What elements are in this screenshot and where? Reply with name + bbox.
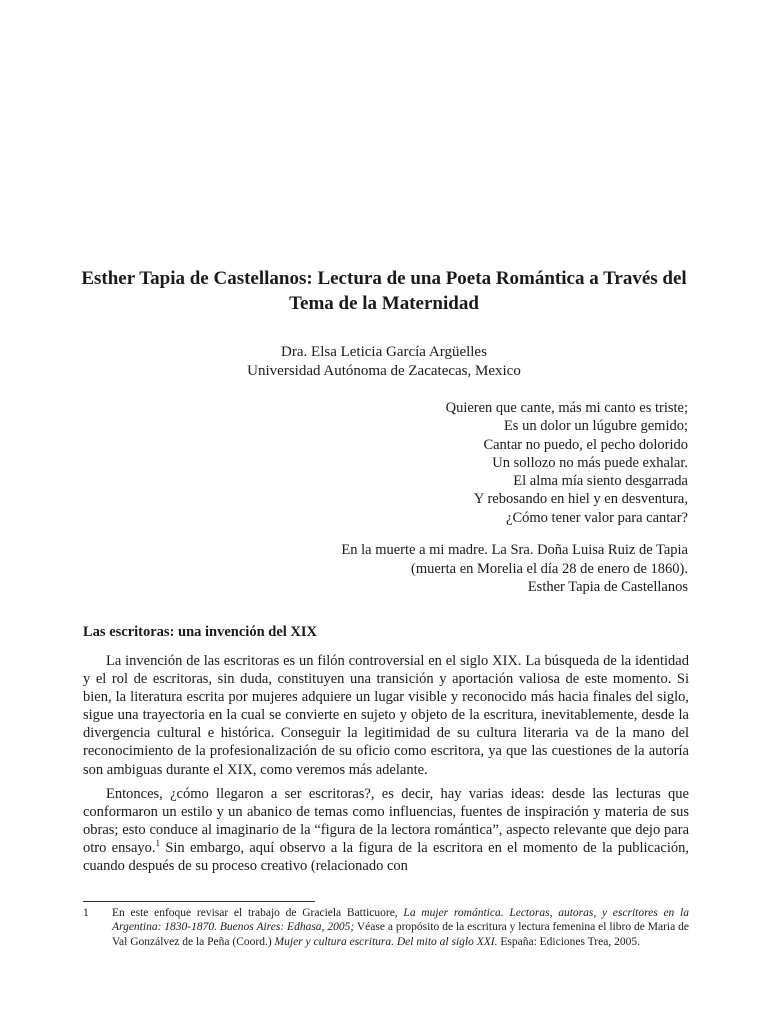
poem-line: Y rebosando en hiel y en desventura, — [473, 491, 688, 508]
poem-line: El alma mía siento desgarrada — [513, 473, 688, 490]
body-text — [83, 652, 689, 881]
poem-line: Quieren que cante, más mi canto es triste; — [445, 400, 688, 416]
footnote-text-part: España: Ediciones Trea, 2005. — [497, 935, 640, 948]
footnote-book-title: La mujer romántica. Lectoras, autoras, y escritores en la Argentina: 1830-1870. Buenos Aires: Edhasa, 2005; — [112, 907, 689, 934]
footnote-divider — [83, 901, 315, 902]
epigraph-source — [208, 541, 688, 597]
author-affiliation: Universidad Autónoma de Zacatecas, Mexico — [247, 363, 521, 379]
epigraph-source-line: (muerta en Morelia el día 28 de enero de 1860). — [410, 560, 688, 577]
footnote-reference[interactable]: 1 — [155, 838, 161, 849]
footnote-text-part: Véase a propósito de la escritura y lectura femenina el libro de Maria de Val Gonzálvez de la Peña (Coord.) — [112, 921, 689, 948]
poem-line: Es un dolor un lúgubre gemido; — [503, 418, 688, 435]
paragraph-text: Entonces, ¿cómo llegaron a ser escritoras?, es decir, hay varias ideas: desde las lecturas que conformaron un estilo y un abanico de temas como influencias, fuentes de inspiración y materia de sus obras; esto conduce al imaginario de la “figura de la lectora romántica”, aspecto relevante que dejo para otro ensayo. — [83, 785, 689, 856]
footnote — [83, 906, 689, 949]
poem-line: Cantar no puedo, el pecho dolorido — [483, 436, 688, 453]
epigraph-author: Esther Tapia de Castellanos — [527, 579, 688, 595]
footnote-text-part: En este enfoque revisar el trabajo de Graciela Batticuore, — [112, 907, 404, 919]
footnote-book-title: Mujer y cultura escritura. Del mito al siglo XXI. — [274, 935, 498, 948]
epigraph-source-line: En la muerte a mi madre. La Sra. Doña Luisa Ruiz de Tapia — [341, 542, 688, 558]
article-title: Esther Tapia de Castellanos: Lectura de una Poeta Romántica a Través del Tema de la Maternidad — [81, 268, 687, 314]
paragraph-text: Sin embargo, aquí observo a la figura de la escritora en el momento de la publicación, cuando después de su proceso creativo (relacionado con — [83, 839, 689, 875]
section-heading: Las escritoras: una invención del XIX — [83, 624, 318, 640]
author-name: Dra. Elsa Leticia García Argüelles — [281, 344, 487, 360]
footnote-text — [112, 906, 689, 949]
poem-line: Un sollozo no más puede exhalar. — [492, 454, 688, 471]
paragraph — [83, 785, 689, 875]
footnote-number: 1 — [83, 907, 89, 919]
epigraph-poem — [248, 399, 688, 527]
paragraph: La invención de las escritoras es un filón controversial en el siglo XIX. La búsqueda de la identidad y el rol de escritoras, sin duda, constituyen una transición y aportación valiosa de este momento. Si bien, la literatura escrita por mujeres adquiere un lugar visible y reconocido más hacia finales del siglo, sigue una trayectoria en la cual se convierte en sujeto y objeto de la escritura, inevitablemente, desde la divergencia cultural e histórica. Conseguir la legitimidad de su cultura literaria va de la mano del reconocimiento de la profesionalización de su oficio como escritora, ya que las cuestiones de la autoría son ambiguas durante el XIX, como veremos más adelante. — [83, 653, 689, 778]
poem-line: ¿Cómo tener valor para cantar? — [506, 509, 688, 526]
author-block — [80, 343, 688, 381]
